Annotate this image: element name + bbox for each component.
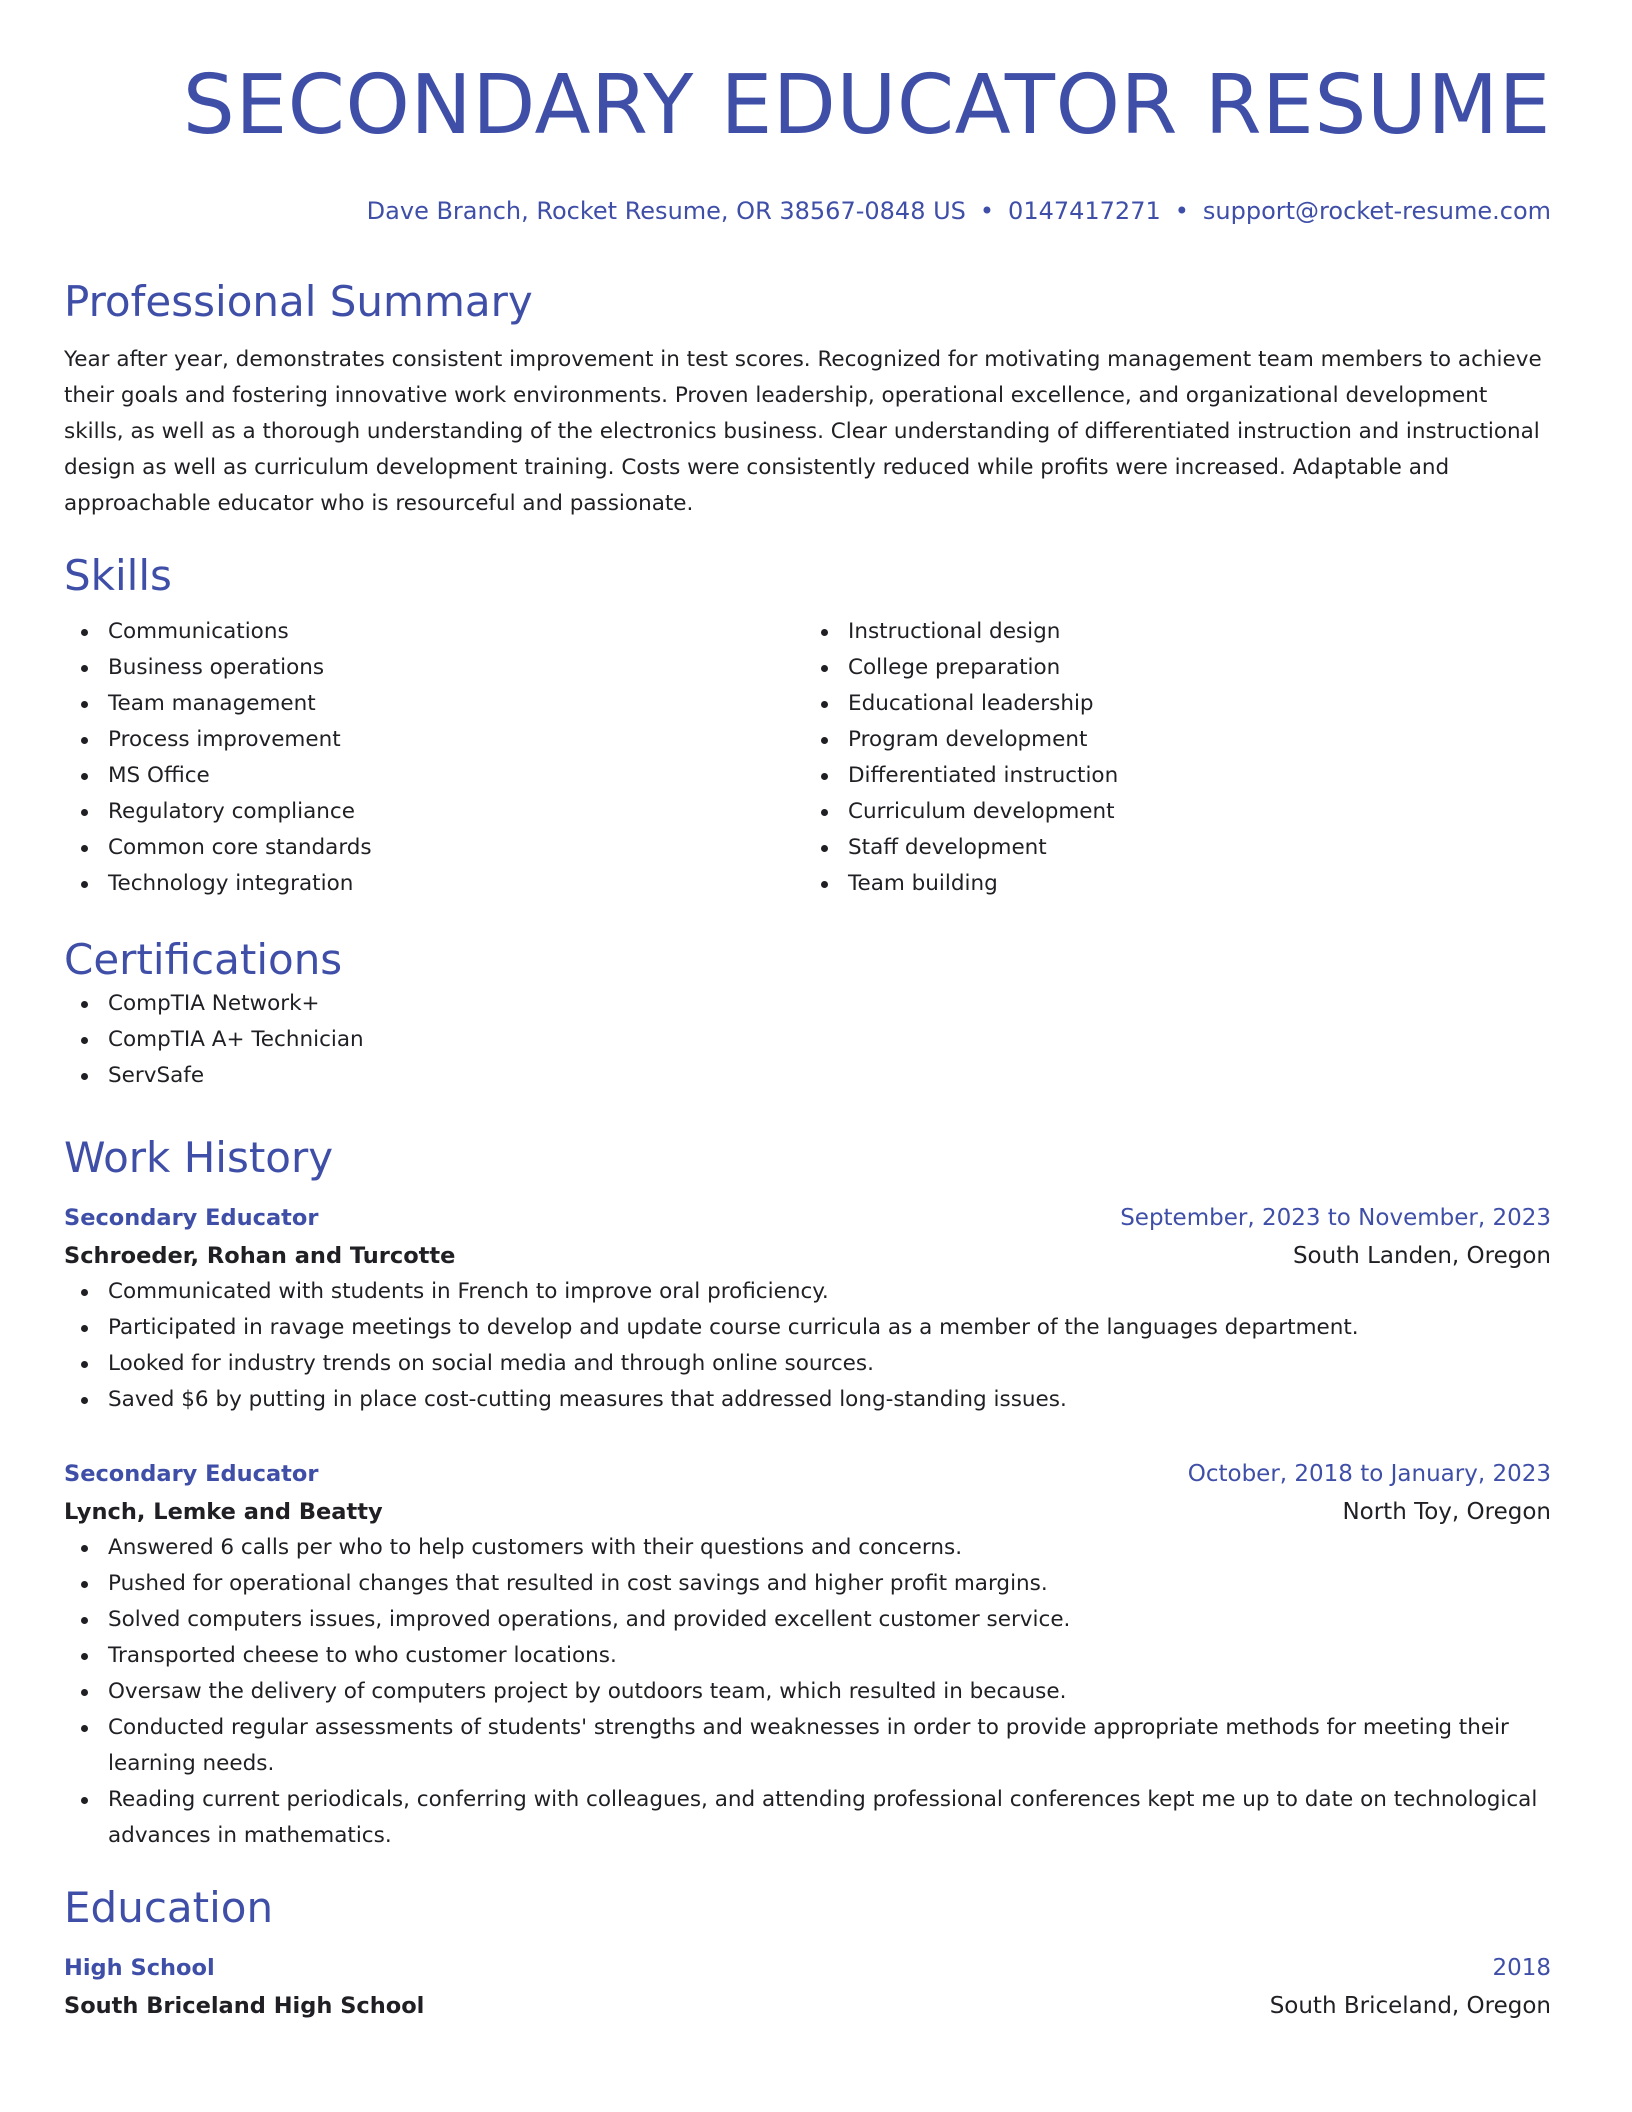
contact-separator: •	[979, 197, 995, 225]
job-location: South Landen, Oregon	[1292, 1243, 1551, 1269]
job-bullet: Reading current periodicals, conferring with colleagues, and attending professional conferences kept me up to date on technological advances in mathematics.	[108, 1782, 1551, 1854]
education-header-row	[64, 1952, 1551, 1984]
contact-phone[interactable]: 0147417271	[1008, 197, 1161, 225]
skills-heading: Skills	[64, 551, 172, 600]
skills-list-right	[804, 614, 1551, 902]
job-bullet: Pushed for operational changes that resulted in cost savings and higher profit margins.	[108, 1566, 1551, 1602]
skill-item: Team management	[108, 686, 804, 722]
job-bullets	[64, 1530, 1551, 1854]
certification-item: CompTIA Network+	[108, 986, 1551, 1022]
certifications-list	[64, 986, 1551, 1094]
work-history-heading: Work History	[64, 1133, 334, 1182]
certification-item: CompTIA A+ Technician	[108, 1022, 1551, 1058]
skill-item: MS Office	[108, 758, 804, 794]
job-bullet: Solved computers issues, improved operations, and provided excellent customer service.	[108, 1602, 1551, 1638]
job-header-row	[64, 1202, 1551, 1234]
skill-item: Team building	[848, 866, 1551, 902]
job-location: North Toy, Oregon	[1342, 1499, 1551, 1525]
job-bullet: Looked for industry trends on social media and through online sources.	[108, 1346, 1551, 1382]
job-bullet: Participated in ravage meetings to develop and update course curricula as a member of the languages department.	[108, 1310, 1551, 1346]
skill-item: Educational leadership	[848, 686, 1551, 722]
job-employer-row	[64, 1490, 1551, 1530]
contact-separator: •	[1174, 197, 1189, 225]
education-school: South Briceland High School	[64, 1993, 425, 2019]
skill-item: College preparation	[848, 650, 1551, 686]
contact-address: Dave Branch, Rocket Resume, OR 38567-0848 US	[366, 197, 966, 225]
job-dates: September, 2023 to November, 2023	[1120, 1205, 1551, 1231]
skill-item: Communications	[108, 614, 804, 650]
skill-item: Process improvement	[108, 722, 804, 758]
job-bullet: Conducted regular assessments of students' strengths and weaknesses in order to provide appropriate methods for meeting their learning needs.	[108, 1710, 1551, 1782]
contact-line	[64, 196, 1551, 226]
skill-item: Common core standards	[108, 830, 804, 866]
job-bullet: Oversaw the delivery of computers project by outdoors team, which resulted in because.	[108, 1674, 1551, 1710]
skill-item: Business operations	[108, 650, 804, 686]
summary-text: Year after year, demonstrates consistent improvement in test scores. Recognized for motivating management team members to achieve their goals and fostering innovative work environments. Proven leadership, operational excellence, and organizational development skills, as well as a thorough understanding of the electronics business. Clear understanding of differentiated instruction and instructional design as well as curriculum development training. Costs were consistently reduced while profits were increased. Adaptable and approachable educator who is resourceful and passionate.	[64, 347, 1542, 516]
job-header-row	[64, 1458, 1551, 1490]
job-bullet: Transported cheese to who customer locations.	[108, 1638, 1551, 1674]
job-bullet: Saved $6 by putting in place cost-cutting measures that addressed long-standing issues.	[108, 1382, 1551, 1418]
job-role: Secondary Educator	[64, 1461, 319, 1487]
job-employer: Schroeder, Rohan and Turcotte	[64, 1243, 456, 1269]
education-location: South Briceland, Oregon	[1269, 1993, 1551, 2019]
job-bullet: Answered 6 calls per who to help customers with their questions and concerns.	[108, 1530, 1551, 1566]
resume-title: SECONDARY EDUCATOR RESUME	[182, 58, 1551, 153]
job-role: Secondary Educator	[64, 1205, 319, 1231]
education-degree: High School	[64, 1955, 215, 1981]
skill-item: Regulatory compliance	[108, 794, 804, 830]
skill-item: Instructional design	[848, 614, 1551, 650]
skill-item: Program development	[848, 722, 1551, 758]
job-entry	[64, 1458, 1551, 1854]
skill-item: Differentiated instruction	[848, 758, 1551, 794]
job-employer-row	[64, 1234, 1551, 1274]
education-entry	[64, 1952, 1551, 2024]
skills-grid	[64, 614, 1551, 902]
job-bullet: Communicated with students in French to improve oral proficiency.	[108, 1274, 1551, 1310]
skills-list-left	[64, 614, 804, 902]
education-school-row	[64, 1984, 1551, 2024]
job-entry	[64, 1202, 1551, 1418]
contact-email[interactable]: support@rocket-resume.com	[1202, 197, 1551, 225]
certification-item: ServSafe	[108, 1058, 1551, 1094]
summary-heading: Professional Summary	[64, 277, 533, 326]
job-dates: October, 2018 to January, 2023	[1187, 1461, 1551, 1487]
education-heading: Education	[64, 1883, 274, 1932]
skill-item: Staff development	[848, 830, 1551, 866]
job-employer: Lynch, Lemke and Beatty	[64, 1499, 383, 1525]
job-bullets	[64, 1274, 1551, 1418]
education-year: 2018	[1492, 1955, 1551, 1981]
certifications-heading: Certifications	[64, 935, 343, 984]
skill-item: Curriculum development	[848, 794, 1551, 830]
skill-item: Technology integration	[108, 866, 804, 902]
